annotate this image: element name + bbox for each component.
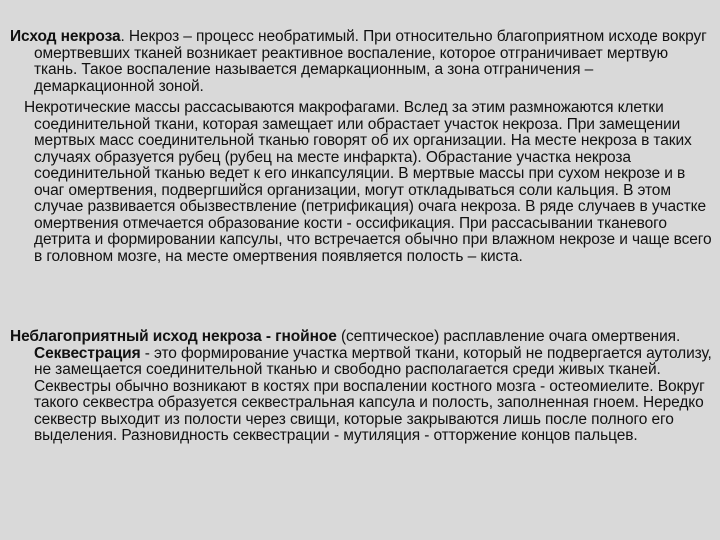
paragraph3-text-2: - это формирование участка мертвой ткани, который не подвергается аутолизу, не замещается соединительной тканью и свободно располагается среди живых тканей. Секвестры обычно возникают в костях при воспалении костного мозга - остеомиелите. Вокруг такого секвестра образуется секвестральная капсула и полость, заполненная гноем. Нередко секвестр выходит из полости через свищи, которые закрываются лишь после полного его выделения. Разновидность секвестрации - мутиляция - отторжение концов пальцев.	[34, 344, 712, 444]
term-sequestration: Секвестрация	[34, 344, 141, 362]
paragraph-necrosis-outcome	[10, 29, 712, 95]
paragraph-unfavorable-outcome	[10, 329, 712, 445]
paragraph1-text: . Некроз – процесс необратимый. При относительно благоприятном исходе вокруг омертвевших тканей возникает реактивное воспаление, которое отграничивает мертвую ткань. Такое воспаление называется демаркационным, а зона отграничения – демаркационной зоной.	[34, 28, 707, 95]
term-unfavorable-outcome: Неблагоприятный исход некроза	[10, 328, 262, 345]
term-purulent: - гнойное	[261, 328, 337, 345]
paragraph-necrotic-masses	[12, 100, 714, 265]
term-necrosis-outcome: Исход некроза	[10, 28, 121, 45]
paragraph2-text: Некротические массы рассасываются макрофагами. Вслед за этим размножаются клетки соединительной ткани, которая замещает или обрастает участок некроза. При замещении мертвых масс соединительной тканью говорят об их организации. На месте некроза в таких случаях образуется рубец (рубец на месте инфаркта). Обрастание участка некроза соединительной тканью ведет к его инкапсуляции. В мертвые массы при сухом некрозе и в очаг омертвения, подвергшийся организации, могут откладываться соли кальция. В этом случае развивается обызвествление (петрификация) очага некроза. В ряде случаев в участке омертвения отмечается образование кости - оссификация. При рассасывании тканевого детрита и формировании капсулы, что встречается обычно при влажном некрозе и чаще всего в головном мозге, на месте омертвения появляется полость – киста.	[24, 99, 712, 265]
paragraph3-text-1: (септическое) расплавление очага омертвения.	[336, 328, 681, 345]
